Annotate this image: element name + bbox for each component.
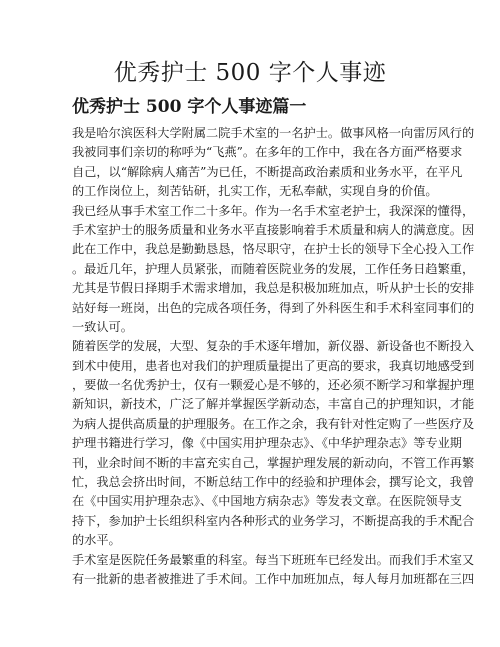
text-line: 我是哈尔滨医科大学附属二院手术室的一名护士。做事风格一向雷厉风行的: [72, 126, 475, 140]
text-line: 手术室护士的服务质量和业务水平直接影响着手术质量和病人的满意度。因: [72, 222, 475, 237]
text-line: 新知识，新技术，广泛了解并掌握医学新动态，丰富自己的护理知识，才能: [72, 397, 475, 412]
paragraph-1: [72, 124, 475, 202]
text-line: 的工作岗位上，刻苦钻研，扎实工作，无私奉献，实现自身的价值。: [72, 184, 438, 199]
text-line: 。最近几年，护理人员紧张，而随着医院业务的发展，工作任务日趋繁重，: [72, 261, 475, 276]
document-title: 优秀护士 500 字个人事迹: [113, 60, 387, 86]
text-line: 随着医学的发展，大型、复杂的手术逐年增加，新仪器、新设备也不断投入: [72, 339, 475, 354]
text-line: 到术中使用，患者也对我们的护理质量提出了更高的要求，我真切地感受到: [72, 358, 475, 373]
paragraph-3: [72, 337, 475, 550]
text-line: 在《中国实用护理杂志》、《中国地方病杂志》等发表文章。在医院领导支: [72, 494, 462, 509]
text-line: 的水平。: [72, 533, 121, 548]
text-line: 护理书籍进行学习，像《中国实用护理杂志》、《中华护理杂志》等专业期: [72, 436, 462, 451]
text-line: 此在工作中，我总是勤勤恳恳，恪尽职守，在护士长的领导下全心投入工作: [72, 242, 475, 257]
paragraph-4: [72, 551, 475, 590]
text-line: 一致认可。: [72, 319, 133, 334]
section-title: 优秀护士 500 字个人事迹篇一: [72, 97, 307, 117]
text-line: 为病人提供高质量的护理服务。在工作之余，我有针对性定购了一些医疗及: [72, 416, 475, 431]
text-line: 手术室是医院任务最繁重的科室。每当下班班车已经发出。而我们手术室又: [72, 552, 475, 567]
paragraph-2: [72, 202, 475, 338]
text-line: 忙，我总会挤出时间，不断总结工作中的经验和护理体会，撰写论文，我曾: [72, 475, 475, 490]
body-text: [72, 124, 475, 589]
text-line: ，要做一名优秀护士，仅有一颗爱心是不够的，还必须不断学习和掌握护理: [72, 378, 475, 393]
text-line: 我已经从事手术室工作二十多年。作为一名手术室老护士，我深深的懂得，: [72, 203, 475, 218]
text-line: 刊，业余时间不断的丰富充实自己，掌握护理发展的新动向，不管工作再繁: [72, 455, 475, 470]
text-line: 自己，以“解除病人痛苦”为已任，不断提高政治素质和业务水平，在平凡: [72, 164, 463, 179]
text-line: 持下，参加护士长组织科室内各种形式的业务学习，不断提高我的手术配合: [72, 513, 475, 528]
text-line: 我被同事们亲切的称呼为“飞燕”。在多年的工作中，我在各方面严格要求: [72, 145, 463, 160]
text-line: 有一批新的患者被推进了手术间。工作中加班加点，每人每月加班都在三四: [72, 571, 475, 586]
text-line: 尤其是节假日择期手术需求增加，我总是积极加班加点，听从护士长的安排: [72, 281, 475, 296]
text-line: 站好每一班岗，出色的完成各项任务，得到了外科医生和手术科室同事们的: [72, 300, 475, 315]
